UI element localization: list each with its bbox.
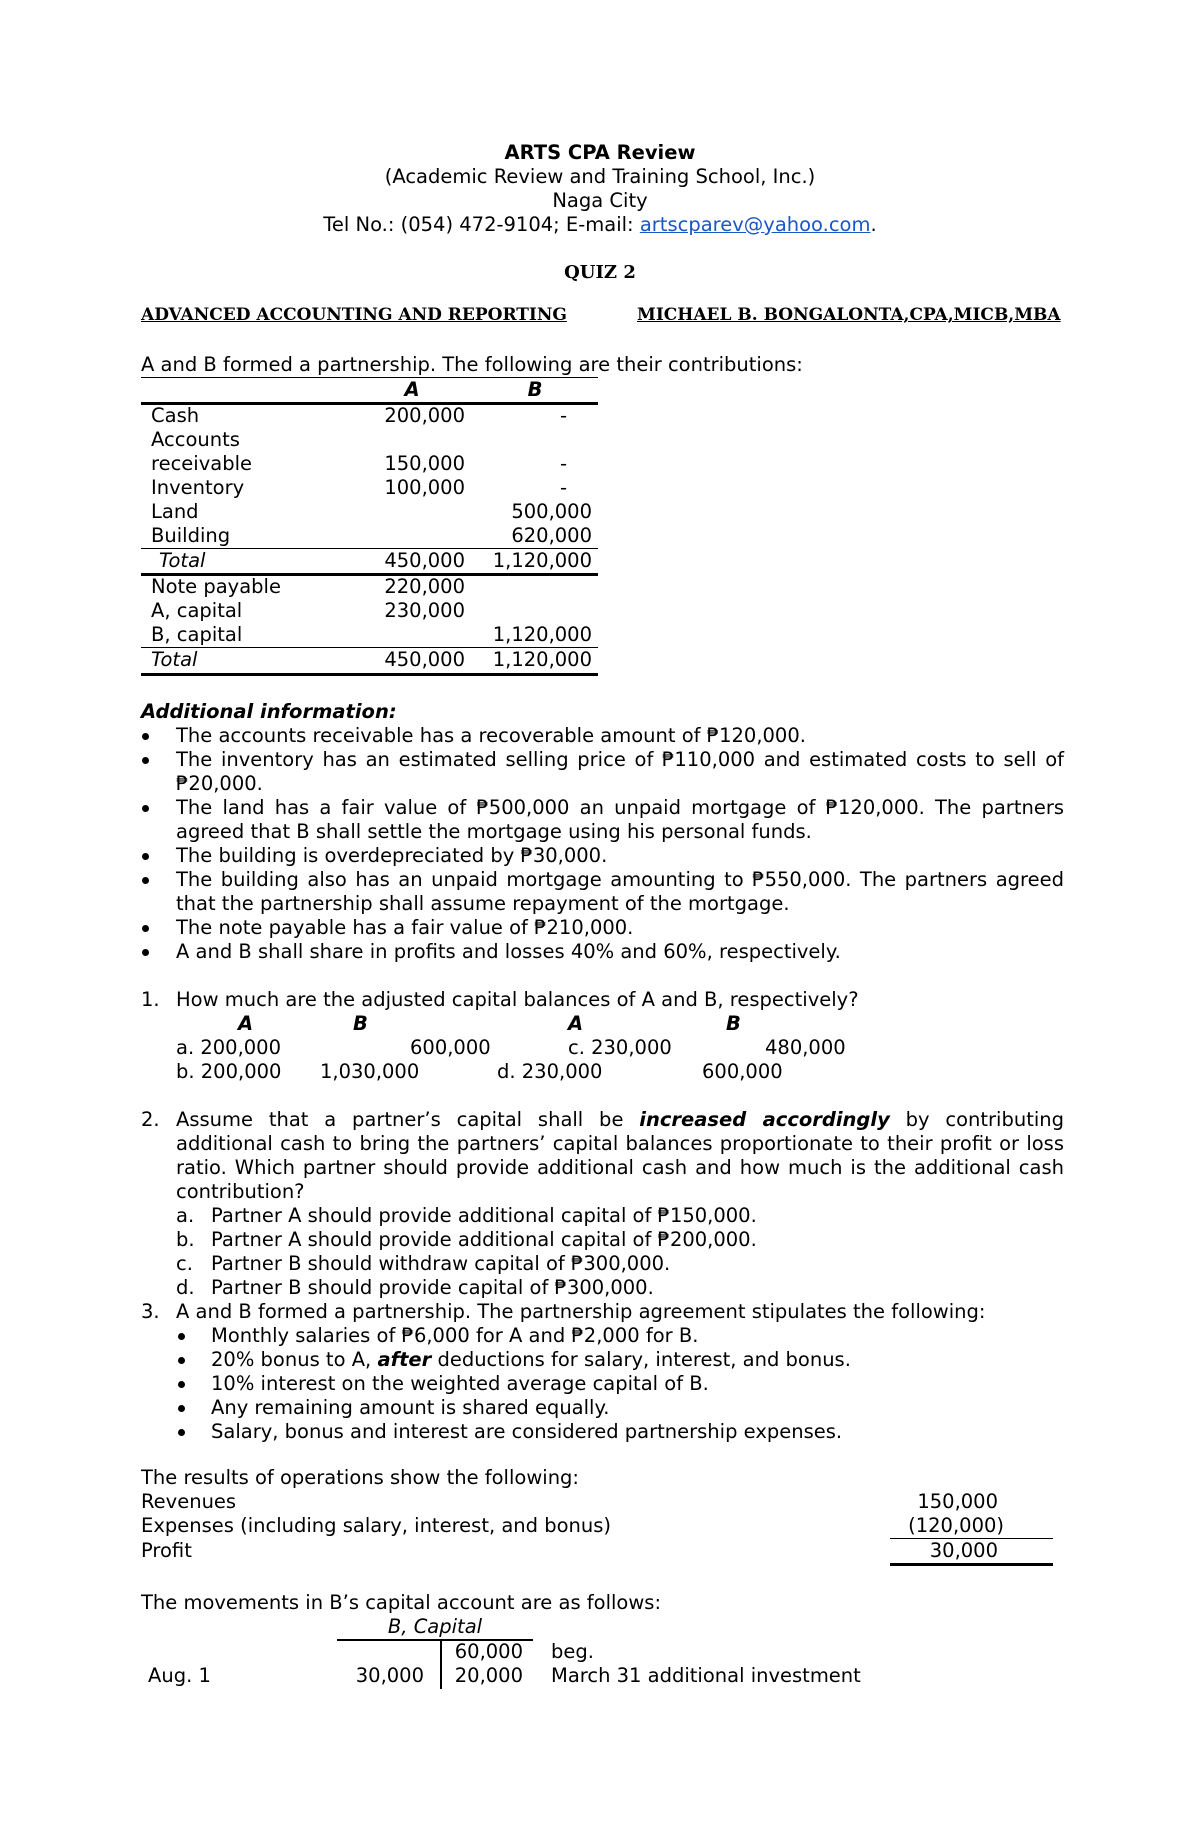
movements-intro: The movements in B’s capital account are as follows:	[141, 1591, 662, 1614]
intro-text: A and B formed a partnership. The following are their contributions:	[141, 353, 803, 376]
bullet-icon	[178, 1333, 185, 1340]
q3-bullet-emphasis: after	[377, 1348, 432, 1371]
contact-line	[0, 213, 1200, 237]
q2-option-letter: c.	[176, 1252, 193, 1275]
bullet-icon	[142, 733, 149, 740]
row-value-a: 200,000	[384, 404, 465, 427]
q2-option-text: Partner A should provide additional capital of ₱200,000.	[211, 1228, 757, 1251]
school-full-name: (Academic Review and Training School, Inc.)	[384, 165, 816, 188]
q3-number: 3.	[141, 1300, 160, 1323]
row-value-b: 500,000	[511, 500, 592, 523]
q1-option-b: b. 200,000	[176, 1060, 282, 1083]
row-value-a: 150,000	[384, 452, 465, 475]
additional-info-title: Additional information:	[141, 700, 397, 723]
row-value-a: 230,000	[384, 599, 465, 622]
info-bullet: A and B shall share in profits and losses 40% and 60%, respectively.	[176, 940, 841, 963]
q1-option-a-value: 600,000	[410, 1036, 491, 1059]
q2-option-text: Partner B should withdraw capital of ₱300,000.	[211, 1252, 671, 1275]
bullet-icon	[178, 1429, 185, 1436]
bullet-icon	[178, 1405, 185, 1412]
contact-prefix: Tel No.: (054) 472-9104; E-mail:	[323, 213, 640, 236]
row-label: Building	[151, 524, 231, 547]
q3-bullet: Monthly salaries of ₱6,000 for A and ₱2,000 for B.	[211, 1324, 699, 1347]
total-label: Total	[151, 648, 198, 671]
row-label: A, capital	[151, 599, 243, 622]
row-value-a: 220,000	[384, 575, 465, 598]
q2-option-text: Partner B should provide capital of ₱300,000.	[211, 1276, 654, 1299]
q2-text-post: by contributing additional cash to bring the partners’ capital balances proportionate to their profit or loss ratio. Which partner should provide additional cash and how much is the additional cash contribution?	[176, 1108, 1065, 1203]
t-account-debit: 30,000	[355, 1664, 424, 1687]
t-account-credit: 20,000	[454, 1664, 523, 1687]
t-account-desc: beg.	[551, 1640, 594, 1663]
info-bullet: The note payable has a fair value of ₱210,000.	[176, 916, 634, 939]
email-link[interactable]: artscparev@yahoo.com	[639, 213, 871, 236]
row-label: Note payable	[151, 575, 281, 598]
t-account-title: B, Capital	[387, 1615, 483, 1638]
q2-option-letter: a.	[176, 1204, 195, 1227]
q2-text-emphasis: increased accordingly	[639, 1108, 890, 1131]
col-header-b: B	[527, 378, 543, 401]
total-value-a: 450,000	[384, 549, 465, 572]
bullet-icon	[178, 1357, 185, 1364]
bullet-icon	[178, 1381, 185, 1388]
course-title: ADVANCED ACCOUNTING AND REPORTING	[141, 305, 567, 325]
results-intro: The results of operations show the following:	[141, 1466, 579, 1489]
q1-header-b2: B	[726, 1012, 741, 1035]
bullet-icon	[142, 805, 149, 812]
row-label: Land	[151, 500, 199, 523]
row-label: receivable	[151, 452, 253, 475]
row-value-b: -	[559, 452, 567, 475]
info-bullet: The inventory has an estimated selling price of ₱110,000 and estimated costs to sell of ₱20,000.	[176, 748, 1064, 795]
q2-text-pre: Assume that a partner’s capital shall be	[176, 1108, 640, 1131]
q1-option-d: d. 230,000	[497, 1060, 603, 1083]
bullet-icon	[142, 949, 149, 956]
results-value-profit: 30,000	[929, 1539, 998, 1562]
row-value-a: 100,000	[384, 476, 465, 499]
results-label-expenses: Expenses (including salary, interest, and bonus)	[141, 1514, 612, 1537]
info-bullet: The land has a fair value of ₱500,000 an unpaid mortgage of ₱120,000. The partners agreed that B shall settle the mortgage using his personal funds.	[176, 796, 1064, 843]
col-header-a: A	[404, 378, 420, 401]
row-value-b: 620,000	[511, 524, 592, 547]
bullet-icon	[142, 925, 149, 932]
q3-bullet-pre: 20% bonus to A,	[211, 1348, 378, 1371]
t-account-date: Aug. 1	[148, 1664, 211, 1687]
results-value-expenses: (120,000)	[908, 1514, 1004, 1537]
q3-bullet-post: deductions for salary, interest, and bonus.	[431, 1348, 851, 1371]
results-value-revenues: 150,000	[917, 1490, 998, 1513]
total-value-b: 1,120,000	[492, 549, 592, 572]
q3-bullet: Salary, bonus and interest are considered partnership expenses.	[211, 1420, 843, 1443]
t-account-credit: 60,000	[454, 1640, 523, 1663]
q2-option-text: Partner A should provide additional capital of ₱150,000.	[211, 1204, 757, 1227]
q1-header-b1: B	[353, 1012, 368, 1035]
bullet-icon	[142, 877, 149, 884]
row-label: Inventory	[151, 476, 245, 499]
results-label-profit: Profit	[141, 1539, 192, 1562]
q3-bullet: 10% interest on the weighted average capital of B.	[211, 1372, 709, 1395]
q1-option-b-value: 1,030,000	[320, 1060, 420, 1083]
results-rule-double	[890, 1563, 1053, 1566]
row-label: Accounts	[151, 428, 240, 451]
row-value-b: -	[559, 404, 567, 427]
row-label: Cash	[151, 404, 200, 427]
q2-text	[176, 1108, 1064, 1204]
q3-bullet	[211, 1348, 851, 1372]
quiz-title: QUIZ 2	[564, 262, 636, 283]
q2-number: 2.	[141, 1108, 160, 1131]
total-value-a: 450,000	[384, 648, 465, 671]
q2-option-letter: b.	[176, 1228, 195, 1251]
q1-text: How much are the adjusted capital balances of A and B, respectively?	[176, 988, 859, 1011]
q3-bullet: Any remaining amount is shared equally.	[211, 1396, 610, 1419]
results-label-revenues: Revenues	[141, 1490, 237, 1513]
q3-text: A and B formed a partnership. The partnership agreement stipulates the following:	[176, 1300, 986, 1323]
row-value-b: 1,120,000	[492, 623, 592, 646]
bullet-icon	[142, 757, 149, 764]
q1-number: 1.	[141, 988, 160, 1011]
table-rule-bottom	[141, 673, 598, 676]
q1-option-d-value: 600,000	[702, 1060, 783, 1083]
row-label: B, capital	[151, 623, 243, 646]
q1-option-c: c. 230,000	[568, 1036, 672, 1059]
total-value-b: 1,120,000	[492, 648, 592, 671]
school-name: ARTS CPA Review	[504, 141, 696, 164]
q1-header-a1: A	[238, 1012, 254, 1035]
q2-option-letter: d.	[176, 1276, 195, 1299]
row-value-b: -	[559, 476, 567, 499]
q1-option-a: a. 200,000	[176, 1036, 281, 1059]
bullet-icon	[142, 853, 149, 860]
info-bullet: The building is overdepreciated by ₱30,000.	[176, 844, 608, 867]
q1-header-a2: A	[568, 1012, 584, 1035]
contact-suffix: .	[870, 213, 877, 236]
total-label: Total	[159, 549, 206, 572]
instructor-name: MICHAEL B. BONGALONTA,CPA,MICB,MBA	[637, 305, 1061, 325]
info-bullet: The accounts receivable has a recoverable amount of ₱120,000.	[176, 724, 806, 747]
info-bullet: The building also has an unpaid mortgage amounting to ₱550,000. The partners agreed that the partnership shall assume repayment of the mortgage.	[176, 868, 1064, 915]
q1-option-c-value: 480,000	[765, 1036, 846, 1059]
t-account-desc: March 31 additional investment	[551, 1664, 861, 1687]
school-city: Naga City	[552, 189, 648, 212]
